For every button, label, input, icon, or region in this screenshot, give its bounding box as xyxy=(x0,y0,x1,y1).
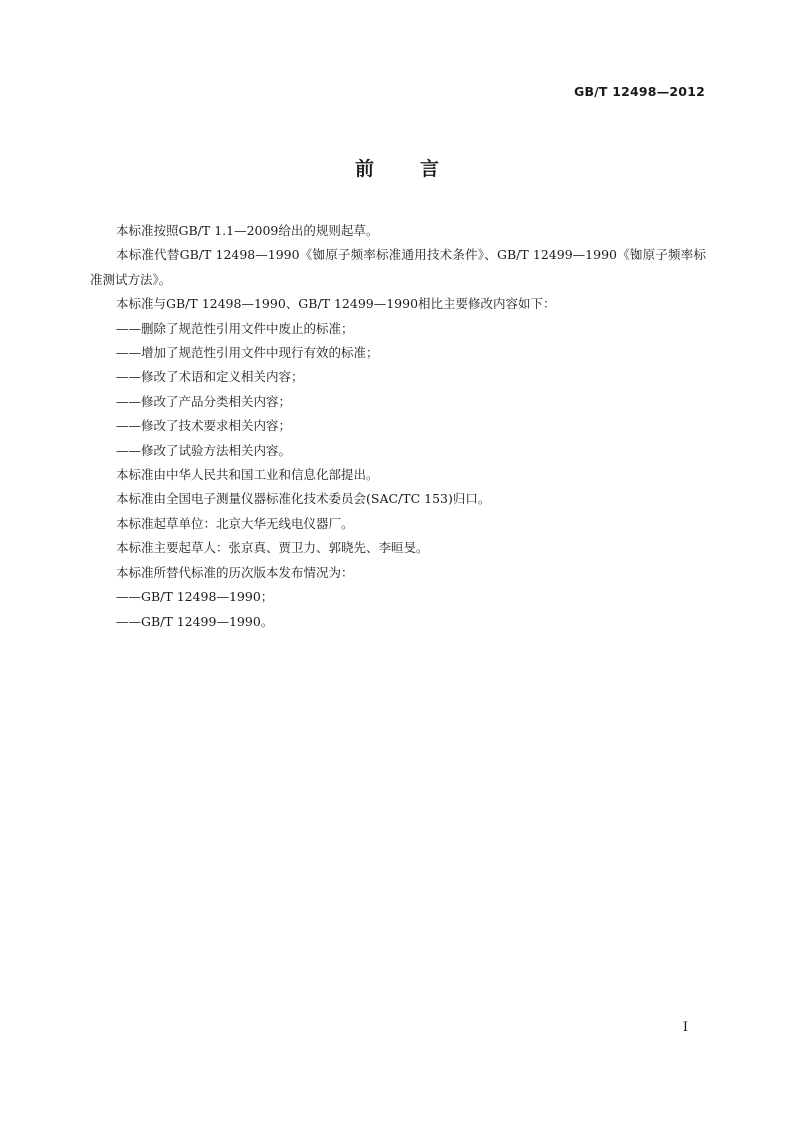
change-item: ——增加了规范性引用文件中现行有效的标准； xyxy=(116,345,379,361)
change-item: ——修改了术语和定义相关内容； xyxy=(116,369,304,385)
paragraph-replaces: 本标准代替GB/T 12498—1990《铷原子频率标准通用技术条件》、GB/T 12499—1990《铷原子频率标准测试方法》。 xyxy=(90,247,706,287)
foreword-body xyxy=(90,219,706,634)
paragraph-changes-intro: 本标准与GB/T 12498—1990、GB/T 12499—1990相比主要修改内容如下： xyxy=(116,296,556,312)
change-item: ——修改了试验方法相关内容。 xyxy=(116,442,292,458)
page-number: I xyxy=(682,1020,688,1035)
change-item: ——删除了规范性引用文件中废止的标准； xyxy=(116,320,354,336)
paragraph-drafters: 本标准主要起草人：张京真、贾卫力、郭晓先、李晅旻。 xyxy=(116,540,429,556)
paragraph-drafting-unit: 本标准起草单位：北京大华无线电仪器厂。 xyxy=(116,515,354,531)
previous-edition-item: ——GB/T 12498—1990； xyxy=(116,589,274,605)
paragraph-proposed-by: 本标准由中华人民共和国工业和信息化部提出。 xyxy=(116,467,379,483)
change-item: ——修改了技术要求相关内容； xyxy=(116,418,292,434)
standard-code-header: GB/T 12498—2012 xyxy=(573,84,705,99)
change-item: ——修改了产品分类相关内容； xyxy=(116,393,292,409)
paragraph-previous-editions-intro: 本标准所替代标准的历次版本发布情况为： xyxy=(116,564,354,580)
paragraph-under-jurisdiction: 本标准由全国电子测量仪器标准化技术委员会(SAC/TC 153)归口。 xyxy=(116,491,491,507)
page-title: 前言 xyxy=(354,158,485,180)
previous-edition-item: ——GB/T 12499—1990。 xyxy=(116,613,274,629)
paragraph-drafting-rules: 本标准按照GB/T 1.1—2009给出的规则起草。 xyxy=(116,223,379,238)
